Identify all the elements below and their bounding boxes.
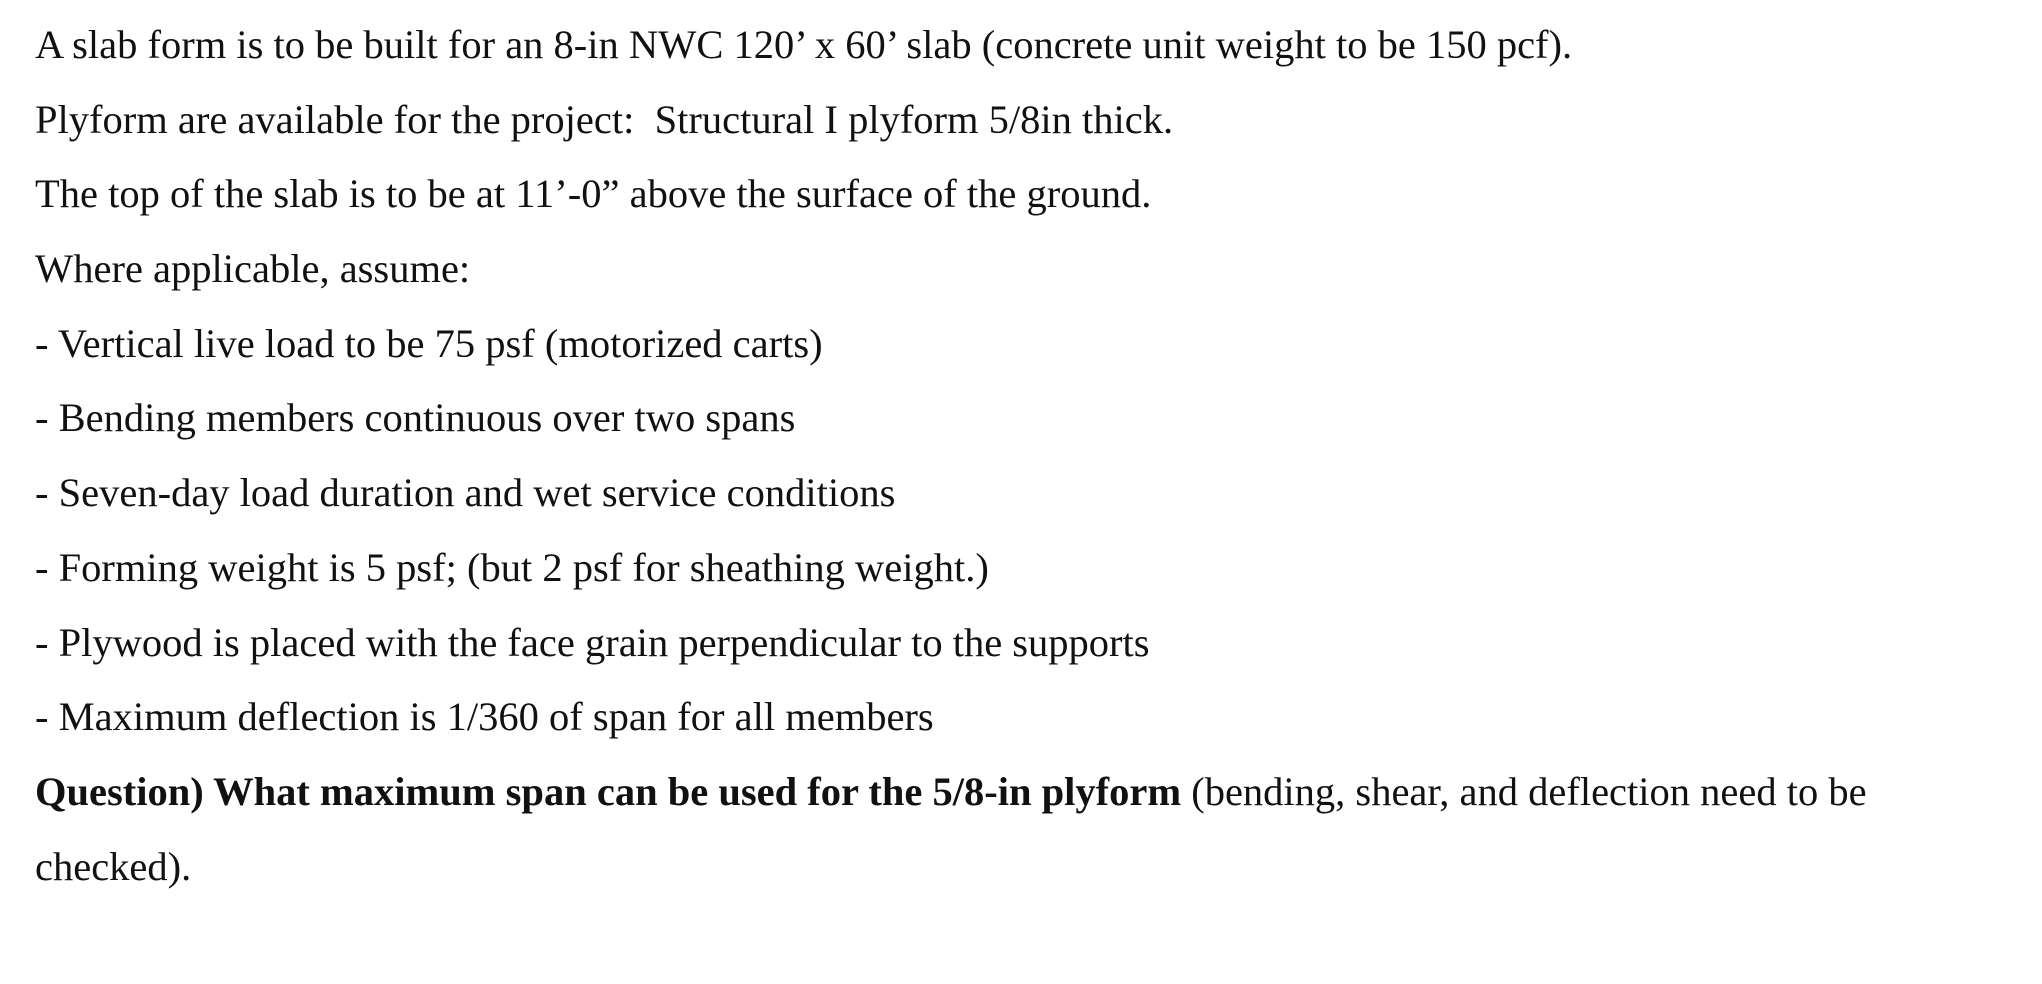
intro-line-plyform: Plyform are available for the project: Structural I plyform 5/8in thick. — [35, 96, 1174, 142]
assumption-forming-weight: - Forming weight is 5 psf; (but 2 psf for sheathing weight.) — [35, 544, 989, 590]
intro-line-slab: A slab form is to be built for an 8-in NWC 120’ x 60’ slab (concrete unit weight to be 150 pcf). — [35, 22, 1573, 67]
assumption-load-duration: - Seven-day load duration and wet service conditions — [35, 470, 896, 516]
question-continuation: checked). — [35, 843, 192, 889]
question-line — [35, 755, 2025, 830]
intro-line-elevation: The top of the slab is to be at 11’-0” above the surface of the ground. — [35, 171, 1152, 217]
assumption-deflection: - Maximum deflection is 1/360 of span for all members — [35, 694, 934, 740]
assumption-continuous-spans: - Bending members continuous over two spans — [35, 395, 796, 441]
problem-statement — [35, 8, 2025, 904]
assumption-live-load: - Vertical live load to be 75 psf (motorized carts) — [35, 320, 823, 366]
assumption-face-grain: - Plywood is placed with the face grain perpendicular to the supports — [35, 619, 1150, 665]
question-bold-text: Question) What maximum span can be used for the 5/8-in plyform — [35, 768, 1182, 814]
intro-line-assume: Where applicable, assume: — [35, 246, 471, 292]
question-rest-text: (bending, shear, and deflection need to be — [1181, 768, 1867, 814]
